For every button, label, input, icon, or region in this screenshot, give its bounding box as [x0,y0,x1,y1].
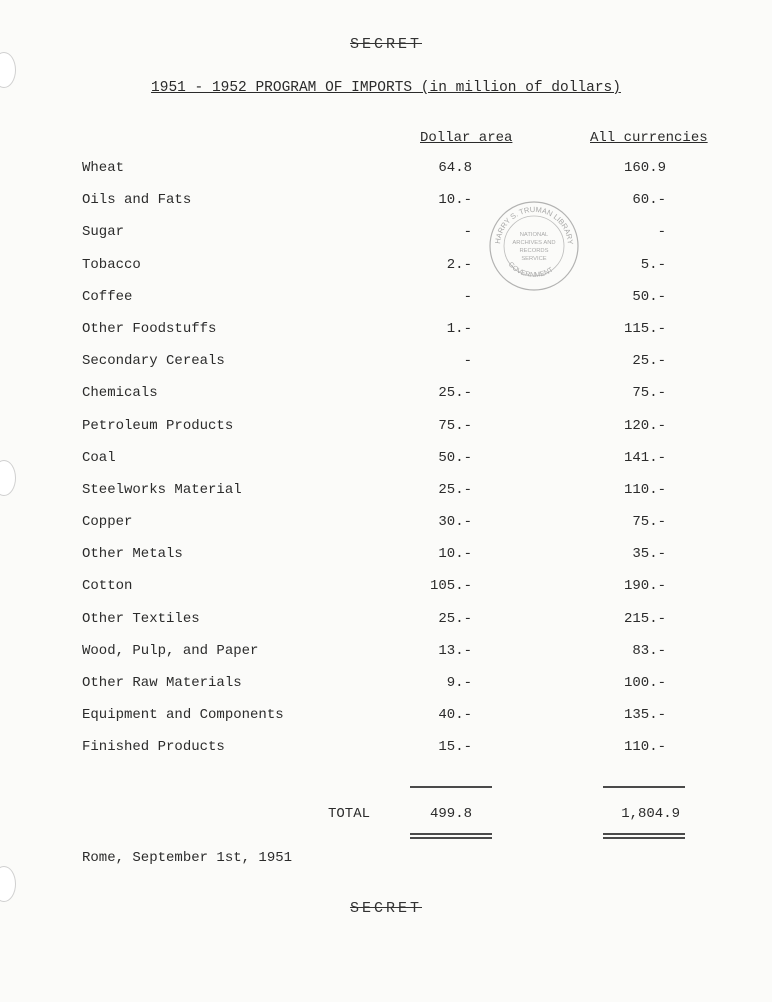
row-dollar-area: 25.- [438,385,472,402]
row-all-currencies: 215.- [623,610,666,627]
row-all-currencies: 60.- [632,192,666,209]
stamp-line-6: GOVERNMENT [506,261,555,280]
row-dollar-area: 105.- [429,578,472,595]
classification-bottom: SECRET [349,900,422,917]
row-dollar-area: 2.- [446,256,472,273]
table-row [0,541,772,573]
row-label: Secondary Cereals [82,353,225,370]
table-row [0,702,772,734]
row-label: Coffee [82,288,133,305]
row-label: Sugar [82,224,125,241]
table-row [0,734,772,766]
stamp-line-4: RECORDS [519,248,549,254]
row-label: Petroleum Products [82,417,234,434]
table-row [0,219,772,251]
row-all-currencies: 141.- [623,449,666,466]
table-row [0,413,772,445]
punch-hole-bottom [0,866,16,902]
row-label: Wood, Pulp, and Paper [82,642,259,659]
table-row [0,155,772,187]
row-dollar-area: 75.- [438,417,472,434]
row-all-currencies: 35.- [632,546,666,563]
row-label: Steelworks Material [82,481,242,498]
row-label: Other Raw Materials [82,675,242,691]
row-all-currencies: 160.9 [623,160,666,176]
archive-stamp [488,200,580,292]
table-row [0,284,772,316]
row-dollar-area: 9.- [446,675,472,691]
row-dollar-area: - [463,224,472,241]
stamp-line-2: NATIONAL [519,232,549,238]
row-dollar-area: 25.- [438,610,472,627]
row-dollar-area: 15.- [438,739,472,756]
table-row [0,509,772,541]
row-dollar-area: 13.- [438,642,472,659]
table-row [0,670,772,702]
row-all-currencies: 110.- [623,481,666,498]
row-label: Tobacco [82,256,141,273]
page-title: 1951 - 1952 PROGRAM OF IMPORTS (in million of dollars) [151,80,621,96]
row-label: Coal [82,449,116,466]
row-all-currencies: 50.- [632,288,666,305]
row-all-currencies: 5.- [640,256,666,273]
total-rule-bottom-dollar-1 [410,833,492,835]
row-label: Finished Products [82,739,225,756]
table-row [0,445,772,477]
row-dollar-area: - [463,353,472,370]
stamp-line-3: ARCHIVES AND [512,240,556,246]
row-dollar-area: 50.- [438,449,472,466]
row-label: Chemicals [82,385,158,402]
table-row [0,573,772,605]
row-all-currencies: 25.- [632,353,666,370]
row-all-currencies: 75.- [632,514,666,531]
footer-place-date: Rome, September 1st, 1951 [82,850,293,866]
svg-text:HARRY S. TRUMAN LIBRARY [493,205,575,245]
row-all-currencies: - [657,224,666,241]
row-label: Other Metals [82,546,183,563]
stamp-line-1: HARRY S. TRUMAN LIBRARY [493,204,576,246]
total-label: TOTAL [328,806,371,822]
row-dollar-area: 30.- [438,514,472,531]
column-header-all-currencies: All currencies [590,130,708,146]
row-all-currencies: 135.- [623,707,666,724]
total-rule-bottom-all-2 [603,837,685,839]
row-label: Other Foodstuffs [82,320,217,337]
row-dollar-area: 10.- [438,546,472,563]
row-label: Copper [82,514,133,531]
classification-top: SECRET [349,36,422,53]
table-row [0,477,772,509]
row-all-currencies: 120.- [623,417,666,434]
total-rule-top-all [603,786,685,788]
row-dollar-area: 10.- [438,192,472,209]
table-row [0,252,772,284]
row-dollar-area: 64.8 [438,160,472,176]
row-label: Cotton [82,578,133,595]
row-all-currencies: 100.- [623,675,666,691]
table-row [0,606,772,638]
total-all-currencies: 1,804.9 [621,806,680,822]
total-rule-bottom-all-1 [603,833,685,835]
svg-text:GOVERNMENT [507,261,556,279]
total-rule-bottom-dollar-2 [410,837,492,839]
row-all-currencies: 190.- [623,578,666,595]
column-header-dollar-area: Dollar area [420,130,513,146]
table-row [0,316,772,348]
row-dollar-area: - [463,288,472,305]
total-dollar-area: 499.8 [429,806,472,822]
table-row [0,380,772,412]
row-label: Other Textiles [82,610,200,627]
stamp-line-5: SERVICE [521,256,547,262]
table-row [0,348,772,380]
total-rule-top-dollar [410,786,492,788]
row-dollar-area: 25.- [438,481,472,498]
row-label: Wheat [82,160,125,176]
row-all-currencies: 83.- [632,642,666,659]
table-row [0,187,772,219]
row-all-currencies: 115.- [623,320,666,337]
row-label: Oils and Fats [82,192,192,209]
row-dollar-area: 1.- [446,320,472,337]
row-dollar-area: 40.- [438,707,472,724]
row-all-currencies: 75.- [632,385,666,402]
row-label: Equipment and Components [82,707,284,724]
row-all-currencies: 110.- [623,739,666,756]
imports-table [0,155,772,767]
table-row [0,638,772,670]
